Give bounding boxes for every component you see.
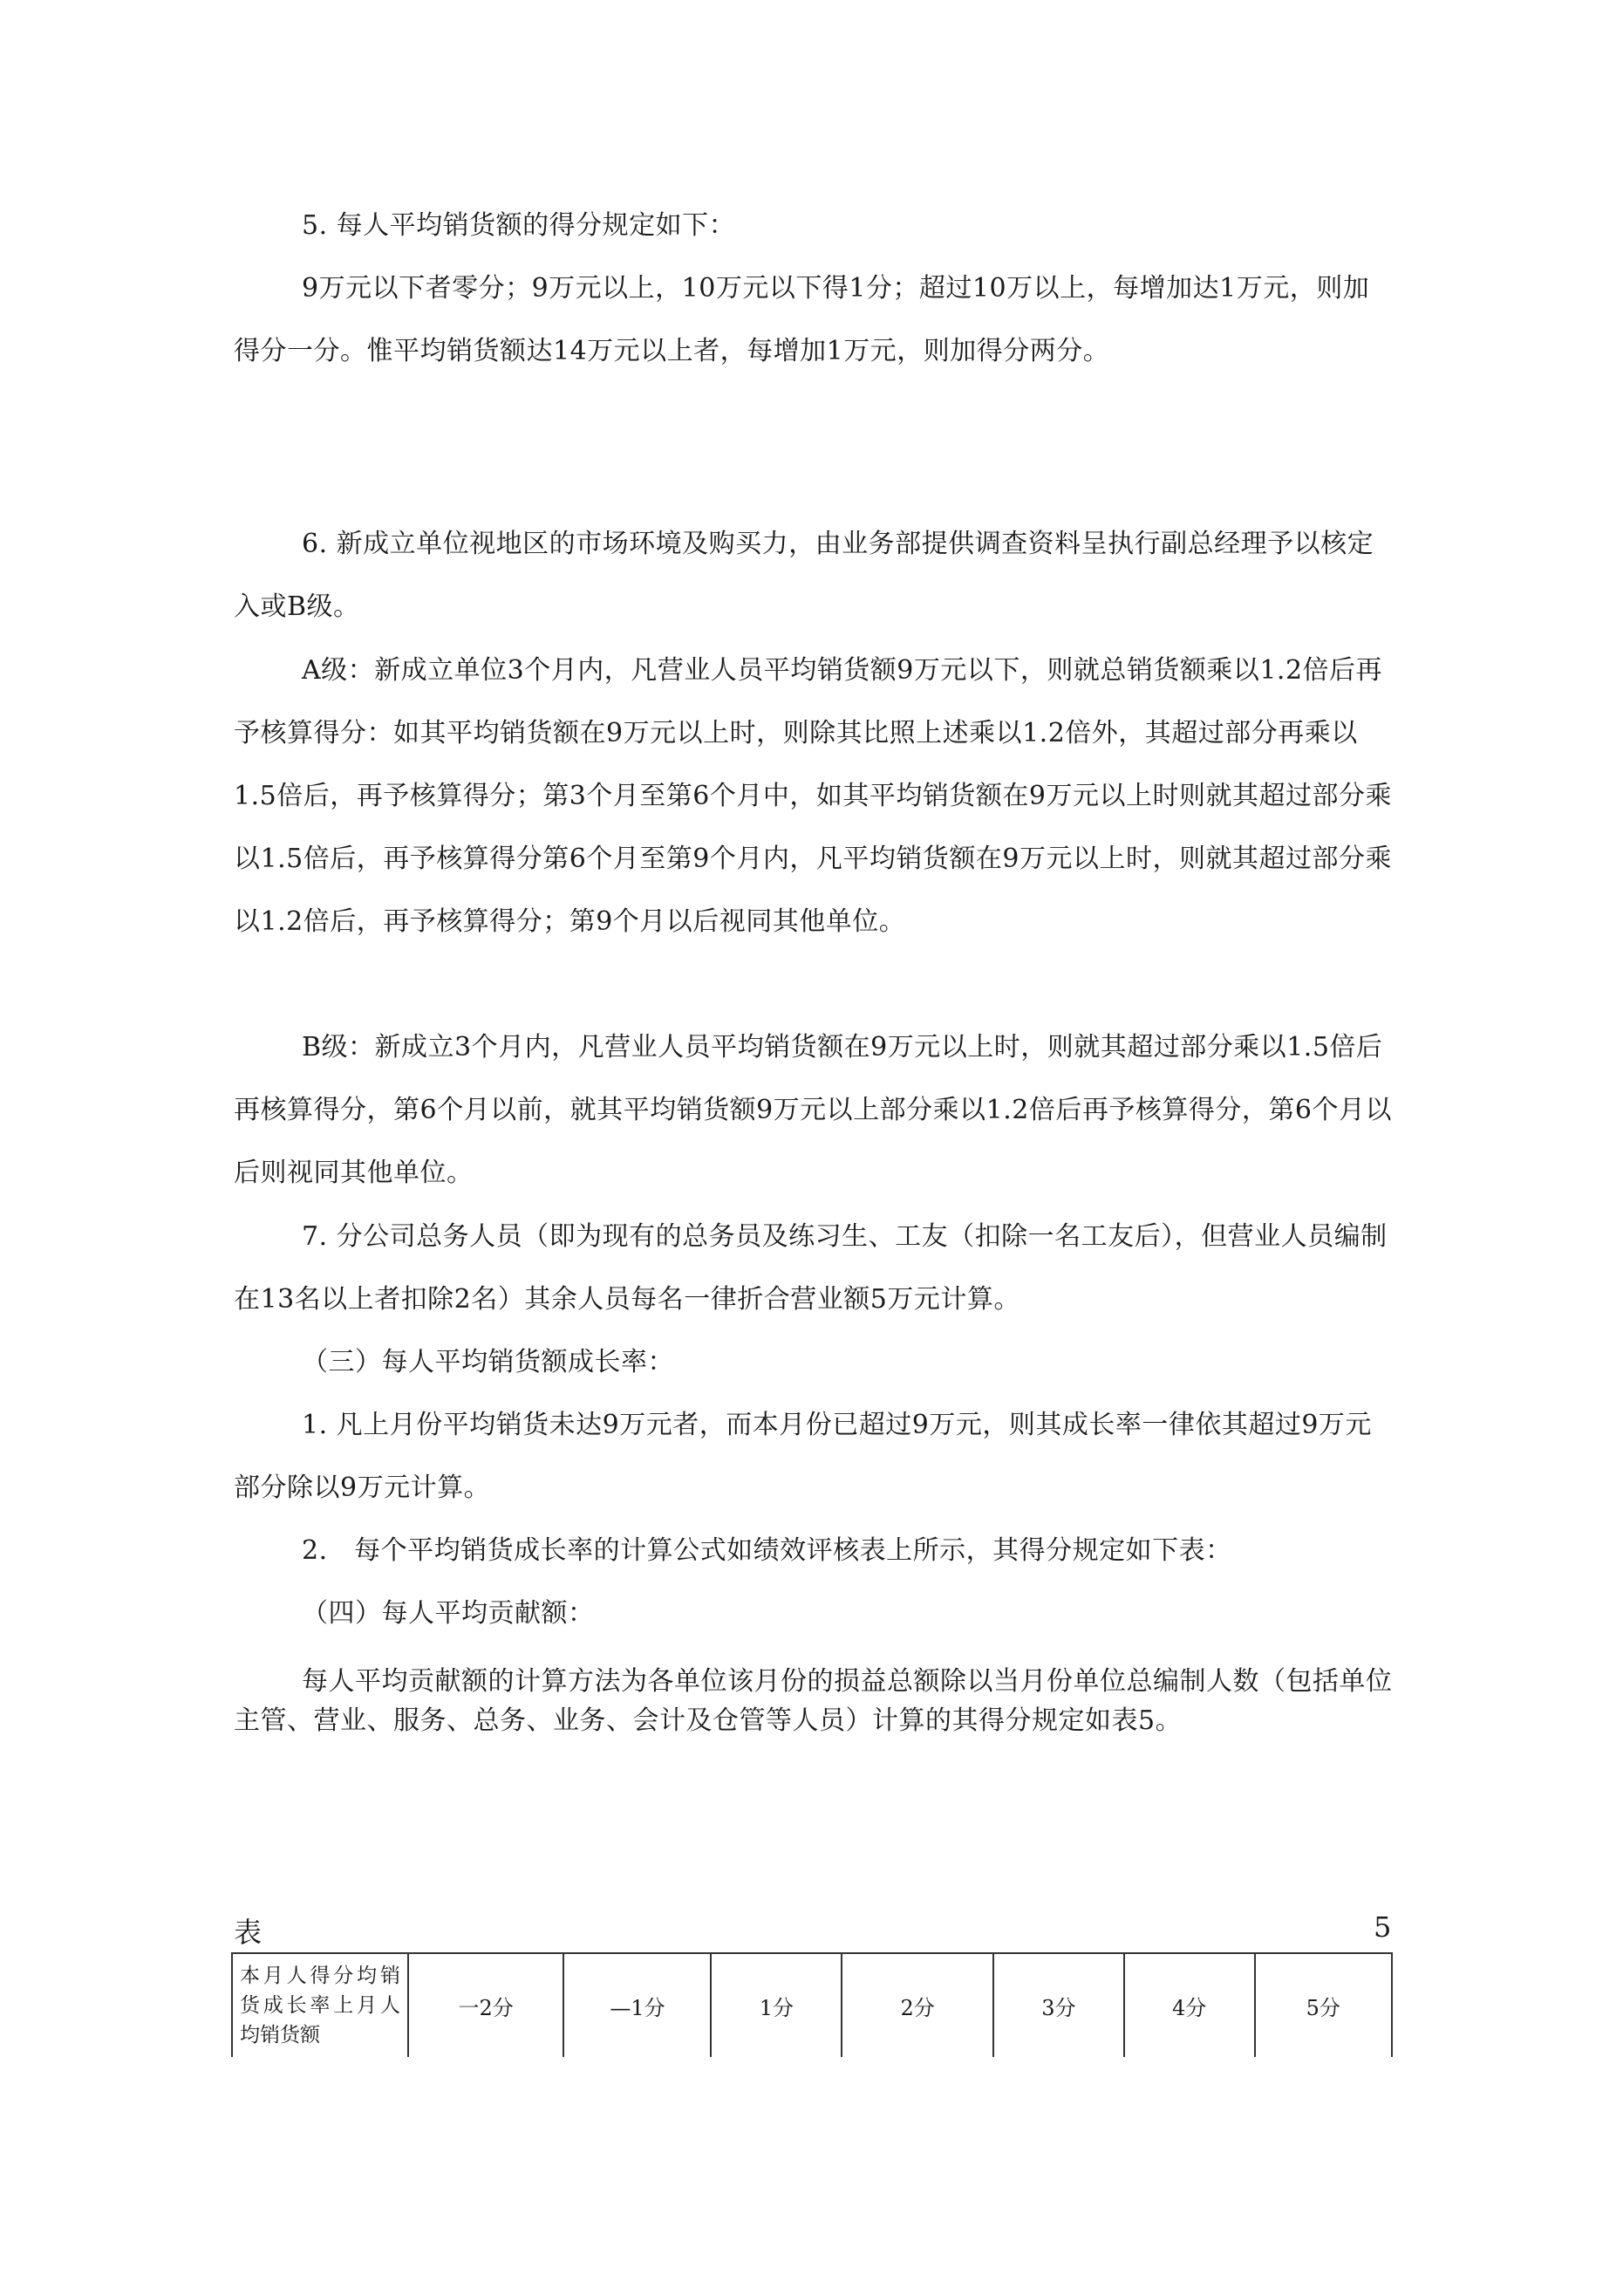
section-heading-4: （四）每人平均贡献额：: [302, 1598, 595, 1629]
table-cell: 一2分: [408, 1953, 564, 2057]
table-row: [232, 1953, 1392, 2057]
paragraph-score-rule: 9万元以下者零分；9万元以上，10万元以下得1分；超过10万以上，每增加达1万元，则加得分一分。惟平均销货额达14万元以上者，每增加1万元，则加得分两分。: [234, 273, 1370, 366]
paragraph-grade-b: B级：新成立3个月内，凡营业人员平均销货额在9万元以上时，则就其超过部分乘以1.5倍后再核算得分，第6个月以前，就其平均销货额9万元以上部分乘以1.2倍后再予核算得分，第6个月以后则视同其他单位。: [234, 1032, 1392, 1188]
paragraph-contribution: 每人平均贡献额的计算方法为各单位该月份的损益总额除以当月份单位总编制人数（包括单位主管、营业、服务、总务、业务、会计及仓管等人员）计算的其得分规定如表5。: [234, 1666, 1393, 1736]
table-cell: 4分: [1124, 1953, 1255, 2057]
table-cell: —1分: [563, 1953, 711, 2057]
section-heading-3: （三）每人平均销货额成长率：: [302, 1347, 674, 1377]
table-cell: 1分: [711, 1953, 842, 2057]
paragraph-growth-1: 1. 凡上月份平均销货未达9万元者，而本月份已超过9万元，则其成长率一律依其超过9万元部分除以9万元计算。: [234, 1410, 1372, 1503]
table-caption: 表: [234, 1916, 263, 1949]
table-cell: 5分: [1255, 1953, 1393, 2057]
table-header-cell: 本月人得分均销货成长率上月人均销货额: [232, 1953, 408, 2057]
paragraph-6: 6. 新成立单位视地区的市场环境及购买力，由业务部提供调查资料呈执行副总经理予以核定入或B级。: [234, 529, 1374, 622]
paragraph-growth-2: 2. 每个平均销货成长率的计算公式如绩效评核表上所示，其得分规定如下表：: [302, 1535, 1232, 1566]
paragraph-5: 5. 每人平均销货额的得分规定如下：: [302, 210, 736, 241]
paragraph-grade-a: A级：新成立单位3个月内，凡营业人员平均销货额9万元以下，则就总销货额乘以1.2倍后再予核算得分：如其平均销货额在9万元以上时，则除其比照上述乘以1.2倍外，其超过部分再乘以1.5倍后，再予核算得分；第3个月至第6个月中，如其平均销货额在9万元以上时则就其超过部分乘以1.5倍后，再予核算得分第6个月至第9个月内，凡平均销货额在9万元以上时，则就其超过部分乘以1.2倍后，再予核算得分；第9个月以后视同其他单位。: [234, 655, 1392, 937]
paragraph-7: 7. 分公司总务人员（即为现有的总务员及练习生、工友（扣除一名工友后），但营业人员编制在13名以上者扣除2名）其余人员每名一律折合营业额5万元计算。: [234, 1221, 1388, 1315]
table-cell: 3分: [993, 1953, 1124, 2057]
table-cell: 2分: [842, 1953, 993, 2057]
score-table: [231, 1952, 1393, 2057]
table-number: 5: [1374, 1910, 1392, 1944]
